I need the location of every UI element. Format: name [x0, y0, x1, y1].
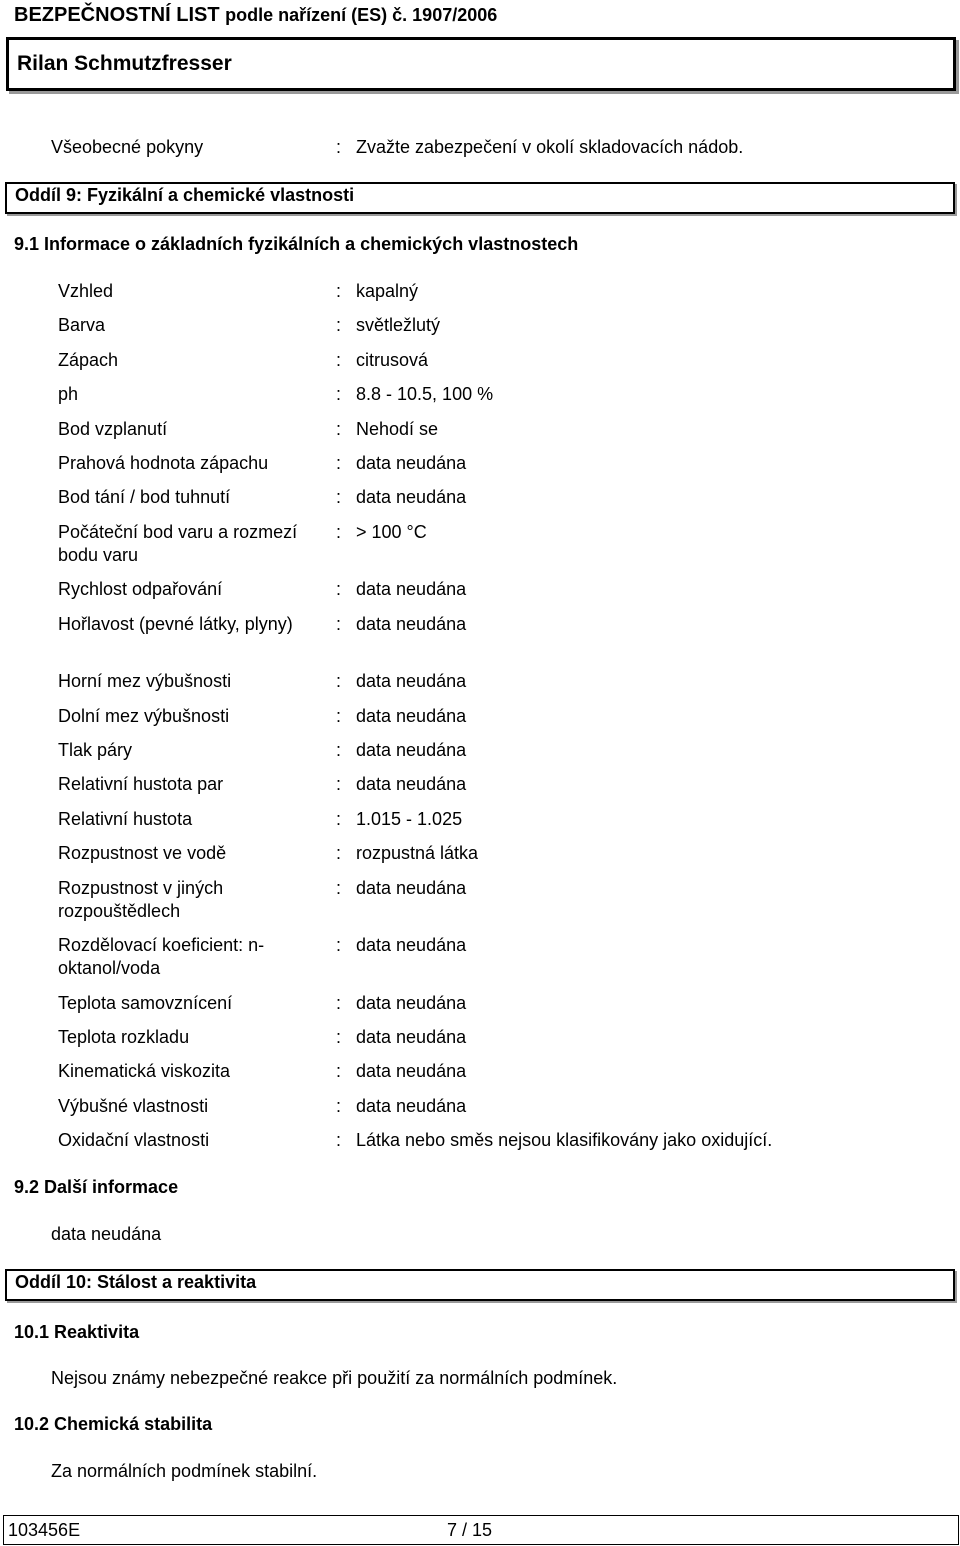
property-label: Teplota rozkladu — [58, 1027, 190, 1047]
property-value: data neudána — [356, 453, 467, 473]
product-name: Rilan Schmutzfresser — [17, 52, 232, 75]
property-label: Kinematická viskozita — [58, 1061, 231, 1082]
property-colon: : — [336, 579, 342, 600]
property-value: data neudána — [356, 935, 467, 956]
property-colon: : — [336, 384, 342, 405]
property-label: Tlak páry — [58, 740, 133, 760]
property-label: Rozpustnost v jiných rozpouštědlech — [58, 877, 224, 921]
property-colon: : — [336, 877, 342, 898]
property-value: data neudána — [356, 579, 467, 600]
subsection-9-2-text: data neudána — [51, 1224, 162, 1244]
property-label: ph — [58, 384, 79, 405]
property-label: Oxidační vlastnosti — [58, 1130, 210, 1151]
property-colon: : — [336, 1130, 342, 1151]
property-label: Relativní hustota — [58, 808, 193, 829]
page-footer — [3, 1515, 959, 1545]
property-label: Horní mez výbušnosti — [58, 671, 232, 692]
property-value: data neudána — [356, 877, 467, 898]
property-label: Rozpustnost ve vodě — [58, 843, 227, 864]
property-label: Vzhled — [58, 281, 114, 301]
general-colon: : — [336, 137, 342, 157]
general-value: Zvažte zabezpečení v okolí skladovacích nádob. — [356, 137, 744, 157]
property-value: kapalný — [356, 281, 419, 301]
property-value: světležlutý — [356, 315, 441, 336]
property-colon: : — [336, 1061, 342, 1082]
property-colon: : — [336, 935, 342, 956]
page-header — [14, 4, 497, 27]
section-10-title: Oddíl 10: Stálost a reaktivita — [15, 1272, 257, 1292]
property-label: Prahová hodnota zápachu — [58, 453, 269, 473]
property-value: data neudána — [356, 740, 467, 760]
document-title: BEZPEČNOSTNÍ LIST — [14, 4, 220, 26]
property-colon: : — [336, 671, 342, 692]
property-colon: : — [336, 1095, 342, 1116]
subsection-10-1-text: Nejsou známy nebezpečné reakce při použití za normálních podmínek. — [51, 1368, 618, 1388]
property-value: data neudána — [356, 487, 467, 508]
section-9-header — [5, 182, 955, 214]
property-colon: : — [336, 613, 342, 634]
property-label: Hořlavost (pevné látky, plyny) — [58, 613, 293, 634]
property-value: Látka nebo směs nejsou klasifikovány jako oxidující. — [356, 1130, 773, 1151]
property-value: citrusová — [356, 349, 429, 370]
document-code: 103456E — [8, 1520, 81, 1540]
property-value: data neudána — [356, 1027, 467, 1047]
property-value: Nehodí se — [356, 418, 439, 439]
property-value: > 100 °C — [356, 521, 427, 542]
product-name-box — [6, 37, 956, 91]
property-label: Barva — [58, 315, 106, 336]
section-9-title: Oddíl 9: Fyzikální a chemické vlastnosti — [15, 185, 355, 205]
property-colon: : — [336, 349, 342, 370]
subsection-9-1-title: 9.1 Informace o základních fyzikálních a chemických vlastnostech — [14, 234, 579, 254]
property-value: data neudána — [356, 671, 467, 692]
property-colon: : — [336, 740, 342, 760]
property-label: Rozdělovací koeficient: n-oktanol/voda — [58, 935, 265, 979]
property-value: data neudána — [356, 774, 467, 795]
property-value: rozpustná látka — [356, 843, 479, 864]
property-colon: : — [336, 453, 342, 473]
property-colon: : — [336, 992, 342, 1013]
property-value: data neudána — [356, 705, 467, 726]
property-value: data neudána — [356, 1095, 467, 1116]
property-value: data neudána — [356, 613, 467, 634]
property-colon: : — [336, 1027, 342, 1047]
property-label: Dolní mez výbušnosti — [58, 705, 230, 726]
page-number: 7 / 15 — [447, 1520, 493, 1540]
property-colon: : — [336, 808, 342, 829]
property-label: Výbušné vlastnosti — [58, 1095, 209, 1116]
subsection-10-2-text: Za normálních podmínek stabilní. — [51, 1461, 318, 1481]
property-colon: : — [336, 418, 342, 439]
document-subtitle: podle nařízení (ES) č. 1907/2006 — [225, 5, 498, 25]
property-label: Relativní hustota par — [58, 774, 224, 795]
subsection-10-2-title: 10.2 Chemická stabilita — [14, 1414, 213, 1434]
property-label: Bod vzplanutí — [58, 418, 168, 439]
property-label: Počáteční bod varu a rozmezí bodu varu — [58, 521, 298, 565]
subsection-9-2-title: 9.2 Další informace — [14, 1177, 179, 1197]
property-label: Bod tání / bod tuhnutí — [58, 487, 231, 508]
property-colon: : — [336, 487, 342, 508]
property-colon: : — [336, 281, 342, 301]
property-label: Rychlost odpařování — [58, 579, 223, 600]
property-label: Teplota samovznícení — [58, 992, 233, 1013]
property-colon: : — [336, 705, 342, 726]
section-10-header — [5, 1269, 955, 1301]
property-value: 8.8 - 10.5, 100 % — [356, 384, 494, 405]
property-value: data neudána — [356, 1061, 467, 1082]
property-colon: : — [336, 843, 342, 864]
property-label: Zápach — [58, 349, 119, 370]
property-value: 1.015 - 1.025 — [356, 808, 463, 829]
property-colon: : — [336, 521, 342, 542]
general-label: Všeobecné pokyny — [51, 137, 204, 157]
subsection-10-1-title: 10.1 Reaktivita — [14, 1322, 140, 1342]
property-colon: : — [336, 774, 342, 795]
property-colon: : — [336, 315, 342, 336]
property-value: data neudána — [356, 992, 467, 1013]
